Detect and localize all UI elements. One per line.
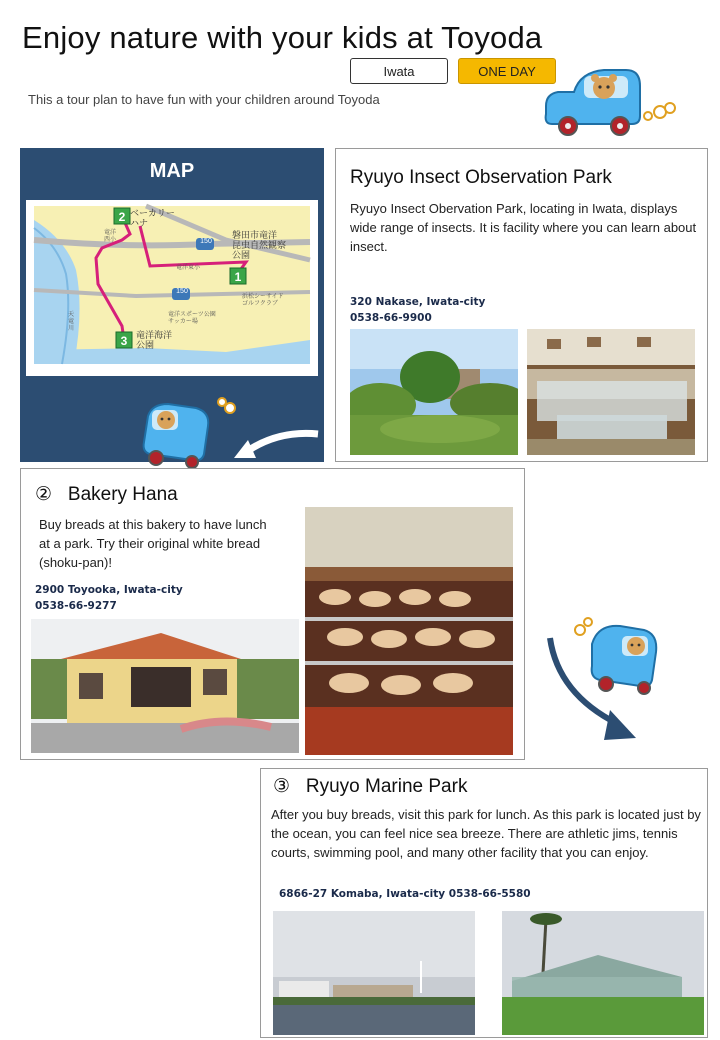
spot-address: 2900 Toyooka, Iwata-city: [35, 584, 183, 596]
bakery-exterior-photo: [31, 619, 299, 753]
spot-card-marine-park: [260, 768, 708, 1038]
spot-number: ②: [35, 484, 53, 505]
spot-number: ③: [273, 776, 291, 797]
map-road-number: 150: [200, 238, 212, 245]
duration-tag: ONE DAY: [458, 58, 556, 84]
spot-title: Bakery Hana: [67, 484, 178, 505]
spot-title: Ryuyo Marine Park: [305, 776, 468, 797]
car-mascot-icon: [540, 614, 670, 746]
spot-phone: 0538-66-9900: [350, 312, 432, 324]
spot-title-row: [273, 775, 467, 798]
spot-description: Buy breads at this bakery to have lunch at a park. Try their original white bread (shoku-pan)!: [39, 517, 267, 570]
marine-park-sea-photo: [273, 911, 475, 1035]
spot-title: Ryuyo Insect Observation Park: [350, 167, 612, 188]
map-label-insect-park: 磐田市竜洋 昆虫自然観察 公園: [232, 230, 287, 260]
marine-park-pool-photo: [502, 911, 704, 1035]
spot-phone: 0538-66-9277: [35, 600, 117, 612]
spot-address: 6866-27 Komaba, Iwata-city 0538-66-5580: [279, 888, 531, 900]
map-label-soccer: 竜洋スポーツ公園 サッカー場: [168, 312, 216, 325]
map-panel: [20, 148, 324, 462]
bakery-interior-photo: [305, 507, 513, 755]
car-mascot-icon: [540, 66, 680, 138]
map-label-bakery: ベーカリー ハナ: [130, 208, 175, 228]
insect-park-exhibit-photo: [527, 329, 695, 455]
spot-description: Ryuyo Insect Obervation Park, locating in Iwata, displays wide range of insects. It is facility where you can learn about insect.: [350, 201, 697, 254]
svg-text:2: 2: [118, 210, 126, 224]
map-label-golf: 浜松シーサイド ゴルフクラブ: [242, 294, 284, 307]
spot-description: After you buy breads, visit this park for lunch. As this park is located just by the ocean, you can feel nice sea breeze. There are athletic jims, tennis courts, swimming pool, and many other facility that you can enjoy.: [271, 807, 701, 860]
spot-card-bakery: [20, 468, 525, 760]
map-road-number-2: 150: [176, 288, 188, 295]
spot-card-insect-park: [335, 148, 708, 462]
spot-address: 320 Nakase, Iwata-city: [350, 296, 486, 308]
svg-text:1: 1: [234, 270, 242, 284]
page-subtitle: This a tour plan to have fun with your children around Toyoda: [28, 92, 380, 107]
location-tag: Iwata: [350, 58, 448, 84]
map-label-river: 天竜川: [68, 312, 75, 332]
spot-title-row: [35, 483, 178, 506]
page-title: Enjoy nature with your kids at Toyoda: [22, 20, 543, 55]
route-map: [26, 200, 318, 376]
map-label-school-west: 竜洋 西小: [104, 230, 117, 243]
map-label-marine-park: 竜洋海洋 公園: [136, 330, 173, 350]
map-label-school-east: 竜洋東小: [176, 265, 201, 271]
svg-text:3: 3: [120, 334, 128, 348]
car-mascot-icon: [138, 396, 324, 468]
map-title: MAP: [149, 160, 195, 182]
insect-park-garden-photo: [350, 329, 518, 455]
